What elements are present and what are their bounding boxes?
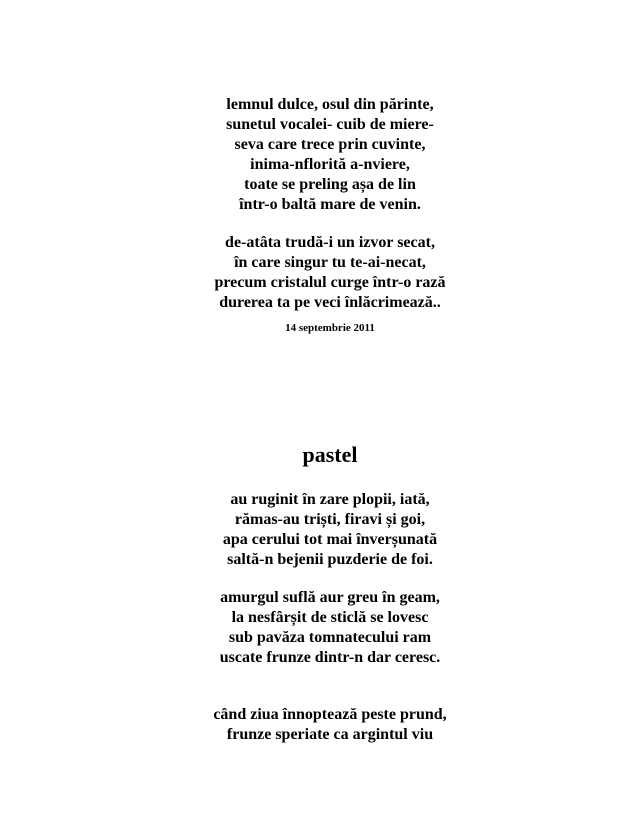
poem-line: precum cristalul curge într-o rază (214, 274, 446, 291)
poem1-stanza1 (205, 95, 455, 215)
poem-line: rămas-au triști, firavi și goi, (234, 511, 426, 528)
poem-line: apa cerului tot mai înverșunată (222, 531, 438, 548)
poem-line: frunze speriate ca argintul viu (226, 726, 434, 743)
poem1-stanza2 (205, 233, 455, 313)
poem-line: durerea ta pe veci înlăcrimează.. (219, 294, 441, 311)
poem2-title: pastel (302, 442, 358, 467)
poem-line: când ziua înnoptează peste prund, (213, 706, 447, 723)
poem-line: amurgul suflă aur greu în geam, (220, 589, 440, 606)
poem-line: uscate frunze dintr-n dar ceresc. (219, 649, 441, 666)
poem-line: sub pavăza tomnatecului ram (228, 629, 432, 646)
poem-line: au ruginit în zare plopii, iată, (230, 491, 430, 508)
poem-line: inima-nflorită a-nviere, (250, 156, 410, 173)
poem2-stanza2 (205, 588, 455, 668)
poem-line: toate se preling așa de lin (244, 176, 416, 193)
poem1-date: 14 septembrie 2011 (285, 322, 375, 334)
poem-line: saltă-n bejenii puzderie de foi. (227, 551, 433, 568)
poem-line: lemnul dulce, osul din părinte, (226, 96, 434, 113)
poem-line: în care singur tu te-ai-necat, (234, 254, 426, 271)
poem2-stanza1 (205, 490, 455, 570)
poem2-stanza3 (205, 705, 455, 745)
poem-line: într-o baltă mare de venin. (239, 196, 421, 213)
poem-line: sunetul vocalei- cuib de miere- (226, 116, 434, 133)
poem-line: la nesfârșit de sticlă se lovesc (231, 609, 429, 626)
poem-line: seva care trece prin cuvinte, (234, 136, 426, 153)
poem-line: de-atâta trudă-i un izvor secat, (225, 234, 435, 251)
